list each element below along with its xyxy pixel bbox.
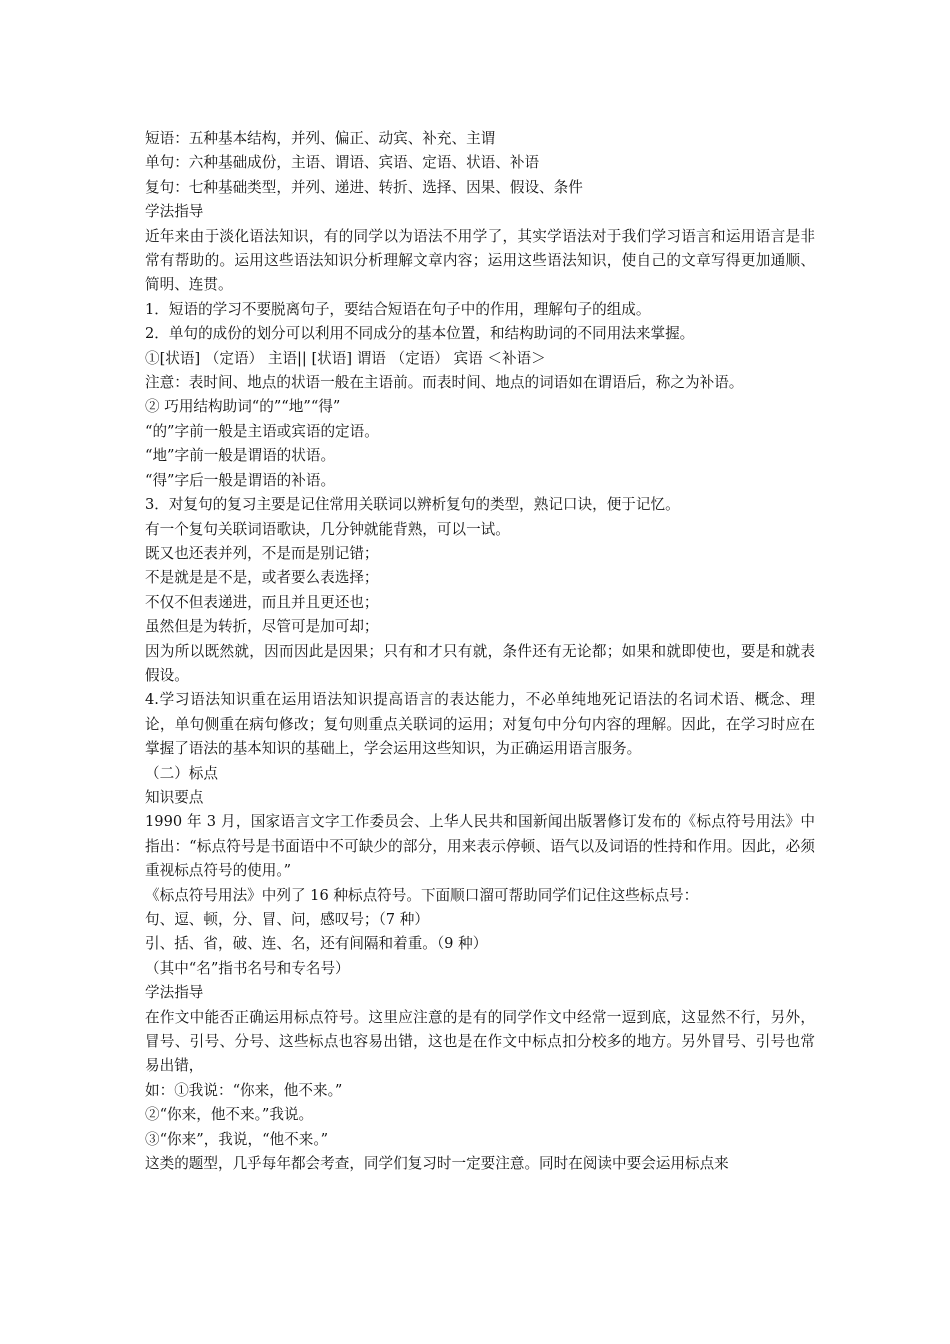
section-heading: 学法指导 (145, 984, 204, 1002)
text-line: （其中“名”指书名号和专名号） (145, 959, 350, 977)
text-line: 1．短语的学习不要脱离句子，要结合短语在句子中的作用，理解句子的组成。 (145, 300, 651, 318)
text-line: 不是就是是不是，或者要么表选择； (145, 569, 379, 587)
section-heading: 知识要点 (145, 788, 204, 806)
text-line: 这类的题型，几乎每年都会考查，同学们复习时一定要注意。同时在阅读中要会运用标点来 (145, 1155, 729, 1173)
text-line: 有一个复句关联词语歌诀，几分钟就能背熟，可以一试。 (145, 520, 510, 538)
text-line: 注意：表时间、地点的状语一般在主语前。而表时间、地点的词语如在谓语后，称之为补语。 (145, 374, 744, 392)
text-line: 单句：六种基础成份，主语、谓语、宾语、定语、状语、补语 (145, 154, 540, 172)
paragraph: 4.学习语法知识重在运用语法知识提高语言的表达能力，不必单纯地死记语法的名词术语、概念、理论，单句侧重在病句修改；复句则重点关联词的运用；对复句中分句内容的理解。因此，在学习时应在掌握了语法的基本知识的基础上，学会运用这些知识，为正确运用语言服务。 (145, 691, 815, 758)
text-line: 虽然但是为转折，尽管可是加可却； (145, 618, 379, 636)
text-line: 引、括、省，破、连、名，还有间隔和着重。（9 种） (145, 935, 488, 953)
paragraph: 因为所以既然就，因而因此是因果；只有和才只有就，条件还有无论都；如果和就即使也，要是和就表假设。 (145, 642, 815, 684)
paragraph: 近年来由于淡化语法知识，有的同学以为语法不用学了，其实学语法对于我们学习语言和运用语言是非常有帮助的。运用这些语法知识分析理解文章内容；运用这些语法知识，使自己的文章写得更加通顺、简明、连贯。 (145, 227, 815, 294)
text-line: 《标点符号用法》中列了 16 种标点符号。下面顺口溜可帮助同学们记住这些标点号： (145, 886, 699, 904)
text-line: 复句：七种基础类型，并列、递进、转折、选择、因果、假设、条件 (145, 178, 583, 196)
text-line: 2．单句的成份的划分可以利用不同成分的基本位置，和结构助词的不同用法来掌握。 (145, 325, 695, 343)
text-line: “地”字前一般是谓语的状语。 (145, 447, 336, 465)
text-line: 短语：五种基本结构，并列、偏正、动宾、补充、主谓 (145, 130, 496, 147)
text-line: ②“你来，他不来。”我说。 (145, 1106, 314, 1124)
text-line: “得”字后一般是谓语的补语。 (145, 471, 336, 489)
text-line: “的”字前一般是主语或宾语的定语。 (145, 422, 379, 440)
section-heading: （二）标点 (145, 764, 218, 782)
text-line: 句、逗、顿，分、冒、问，感叹号；（7 种） (145, 911, 429, 928)
text-line: 如：①我说：“你来，他不来。” (145, 1081, 343, 1099)
text-line: 既又也还表并列，不是而是别记错； (145, 544, 379, 562)
text-line: ② 巧用结构助词“的”“地”“得” (145, 398, 341, 416)
text-line: 不仅不但表递进，而且并且更还也； (145, 593, 379, 611)
text-line: ③“你来”，我说，“他不来。” (145, 1130, 329, 1148)
paragraph: 在作文中能否正确运用标点符号。这里应注意的是有的同学作文中经常一逗到底，这显然不行，另外，冒号、引号、分号、这些标点也容易出错，这也是在作文中标点扣分校多的地方。另外冒号、引号也常易出错， (145, 1008, 815, 1075)
document-body (145, 127, 815, 1176)
section-heading: 学法指导 (145, 203, 204, 221)
paragraph: 1990 年 3 月，国家语言文字工作委员会、上华人民共和国新闻出版署修订发布的《标点符号用法》中指出：“标点符号是书面语中不可缺少的部分，用来表示停顿、语气以及词语的性持和作用。因此，必须重视标点符号的使用。” (145, 813, 815, 880)
text-line: ①[状语] （定语） 主语|| [状语] 谓语 （定语） 宾语 ＜补语＞ (145, 349, 546, 367)
text-line: 3．对复句的复习主要是记住常用关联词以辨析复句的类型，熟记口诀，便于记忆。 (145, 496, 680, 514)
